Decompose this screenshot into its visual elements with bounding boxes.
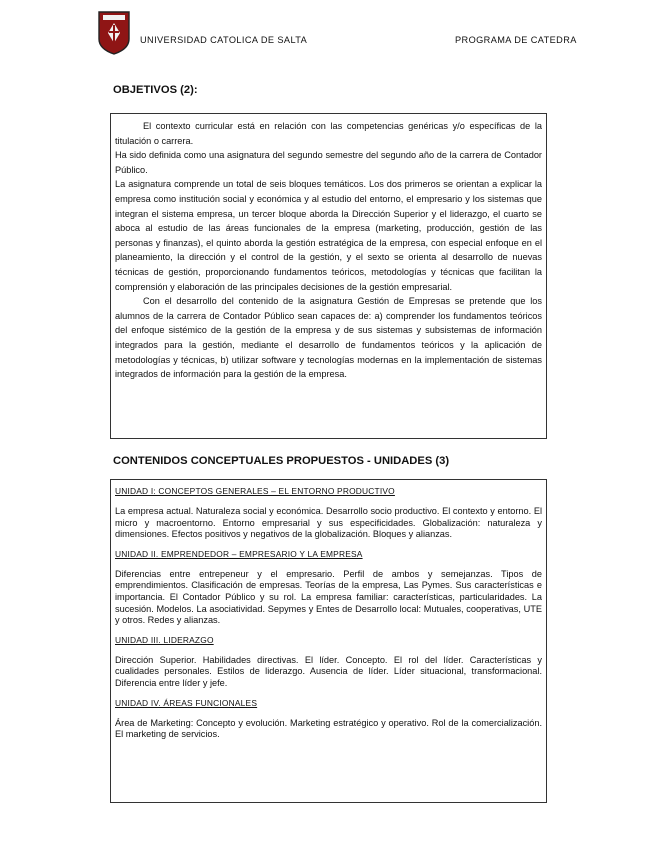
program-label: PROGRAMA DE CATEDRA [455,35,577,45]
university-shield-logo [98,11,130,55]
objectives-paragraph: El contexto curricular está en relación con las competencias genéricas y/o específicas de la titulación o carrera. [115,121,542,146]
unit-text: Área de Marketing: Concepto y evolución. Marketing estratégico y operativo. Rol de la comercialización. El marketing de servicios. [115,717,542,740]
objectives-paragraph: Con el desarrollo del contenido de la asignatura Gestión de Empresas se pretende que los alumnos de la carrera de Contador Público sean capaces de: a) comprender los fundamentos teóricos del enfoque sistémico de la gestión de la empresa y de sus sistemas y subsistemas de información integrados para la gestión, mediante el desarrollo de fundamentos teóricos y la aplicación de metodologías y técnicas, b) utilizar software y tecnologías modernas en la implementación de sistemas integrados de información para la gestión de la empresa. [115,296,542,380]
unit-title: UNIDAD IV. ÁREAS FUNCIONALES [115,697,258,708]
university-name: UNIVERSIDAD CATOLICA DE SALTA [140,35,308,45]
unit-title: UNIDAD I: CONCEPTOS GENERALES – EL ENTORNO PRODUCTIVO [115,486,395,496]
objectives-box [110,113,547,439]
contents-heading: CONTENIDOS CONCEPTUALES PROPUESTOS - UNIDADES (3) [113,455,450,467]
unit-text: Diferencias entre entrepeneur y el empresario. Perfil de ambos y semejanzas. Tipos de emprendimientos. Clasificación de empresas. Teorías de la empresa, Las Pymes. Sus características e importancia. El Contador Público y su rol. La empresa familiar: características, particularidades. La sucesión. Modelos. La asociatividad. Sepymes y Entes de Desarrollo local: Mutuales, cooperativas, UTE y otros. Redes y alianzas. [115,568,542,626]
unit-text: Dirección Superior. Habilidades directivas. El líder. Concepto. El rol del líder. Características y cualidades personales. Estilos de liderazgo. Ausencia de líder. Líder situacional, transformacional. Diferencia entre líder y jefe. [115,654,542,688]
units-box [110,479,547,803]
page-header [0,0,655,60]
unit-title: UNIDAD III. LIDERAZGO [115,634,214,645]
objectives-paragraph: Ha sido definida como una asignatura del segundo semestre del segundo año de la carrera de Contador Público. [115,150,542,175]
unit-text: La empresa actual. Naturaleza social y económica. Desarrollo socio productivo. El contexto y entorno. El micro y macroentorno. Entorno empresarial y sus especificidades. Globalización: naturaleza y dimensiones. Efectos positivos y negativos de la globalización. Bloques y alianzas. [115,506,542,540]
objectives-paragraph: La asignatura comprende un total de seis bloques temáticos. Los dos primeros se orientan a explicar la empresa como institución social y económica y al estudio del entorno, el empresario y los sistemas que integran el sistema empresa, un tercer bloque aborda la Dirección Superior y el liderazgo, el cuarto se aboca al estudio de las áreas funcionales de la empresa (marketing, producción, gestión de las personas y finanzas), el quinto aborda la gestión estratégica de la empresa, con especial enfoque en el planeamiento, la dirección y el control de la gestión, y el sexto se orienta al desarrollo de nuevas técnicas de gestión, proporcionando fundamentos teóricos, metodologías y técnicas que facilitan la comprensión y elaboración de las principales decisiones de la gestión empresarial. [115,179,542,292]
unit-title: UNIDAD II. EMPRENDEDOR – EMPRESARIO Y LA EMPRESA [115,548,363,559]
objectives-heading: OBJETIVOS (2): [113,84,198,96]
